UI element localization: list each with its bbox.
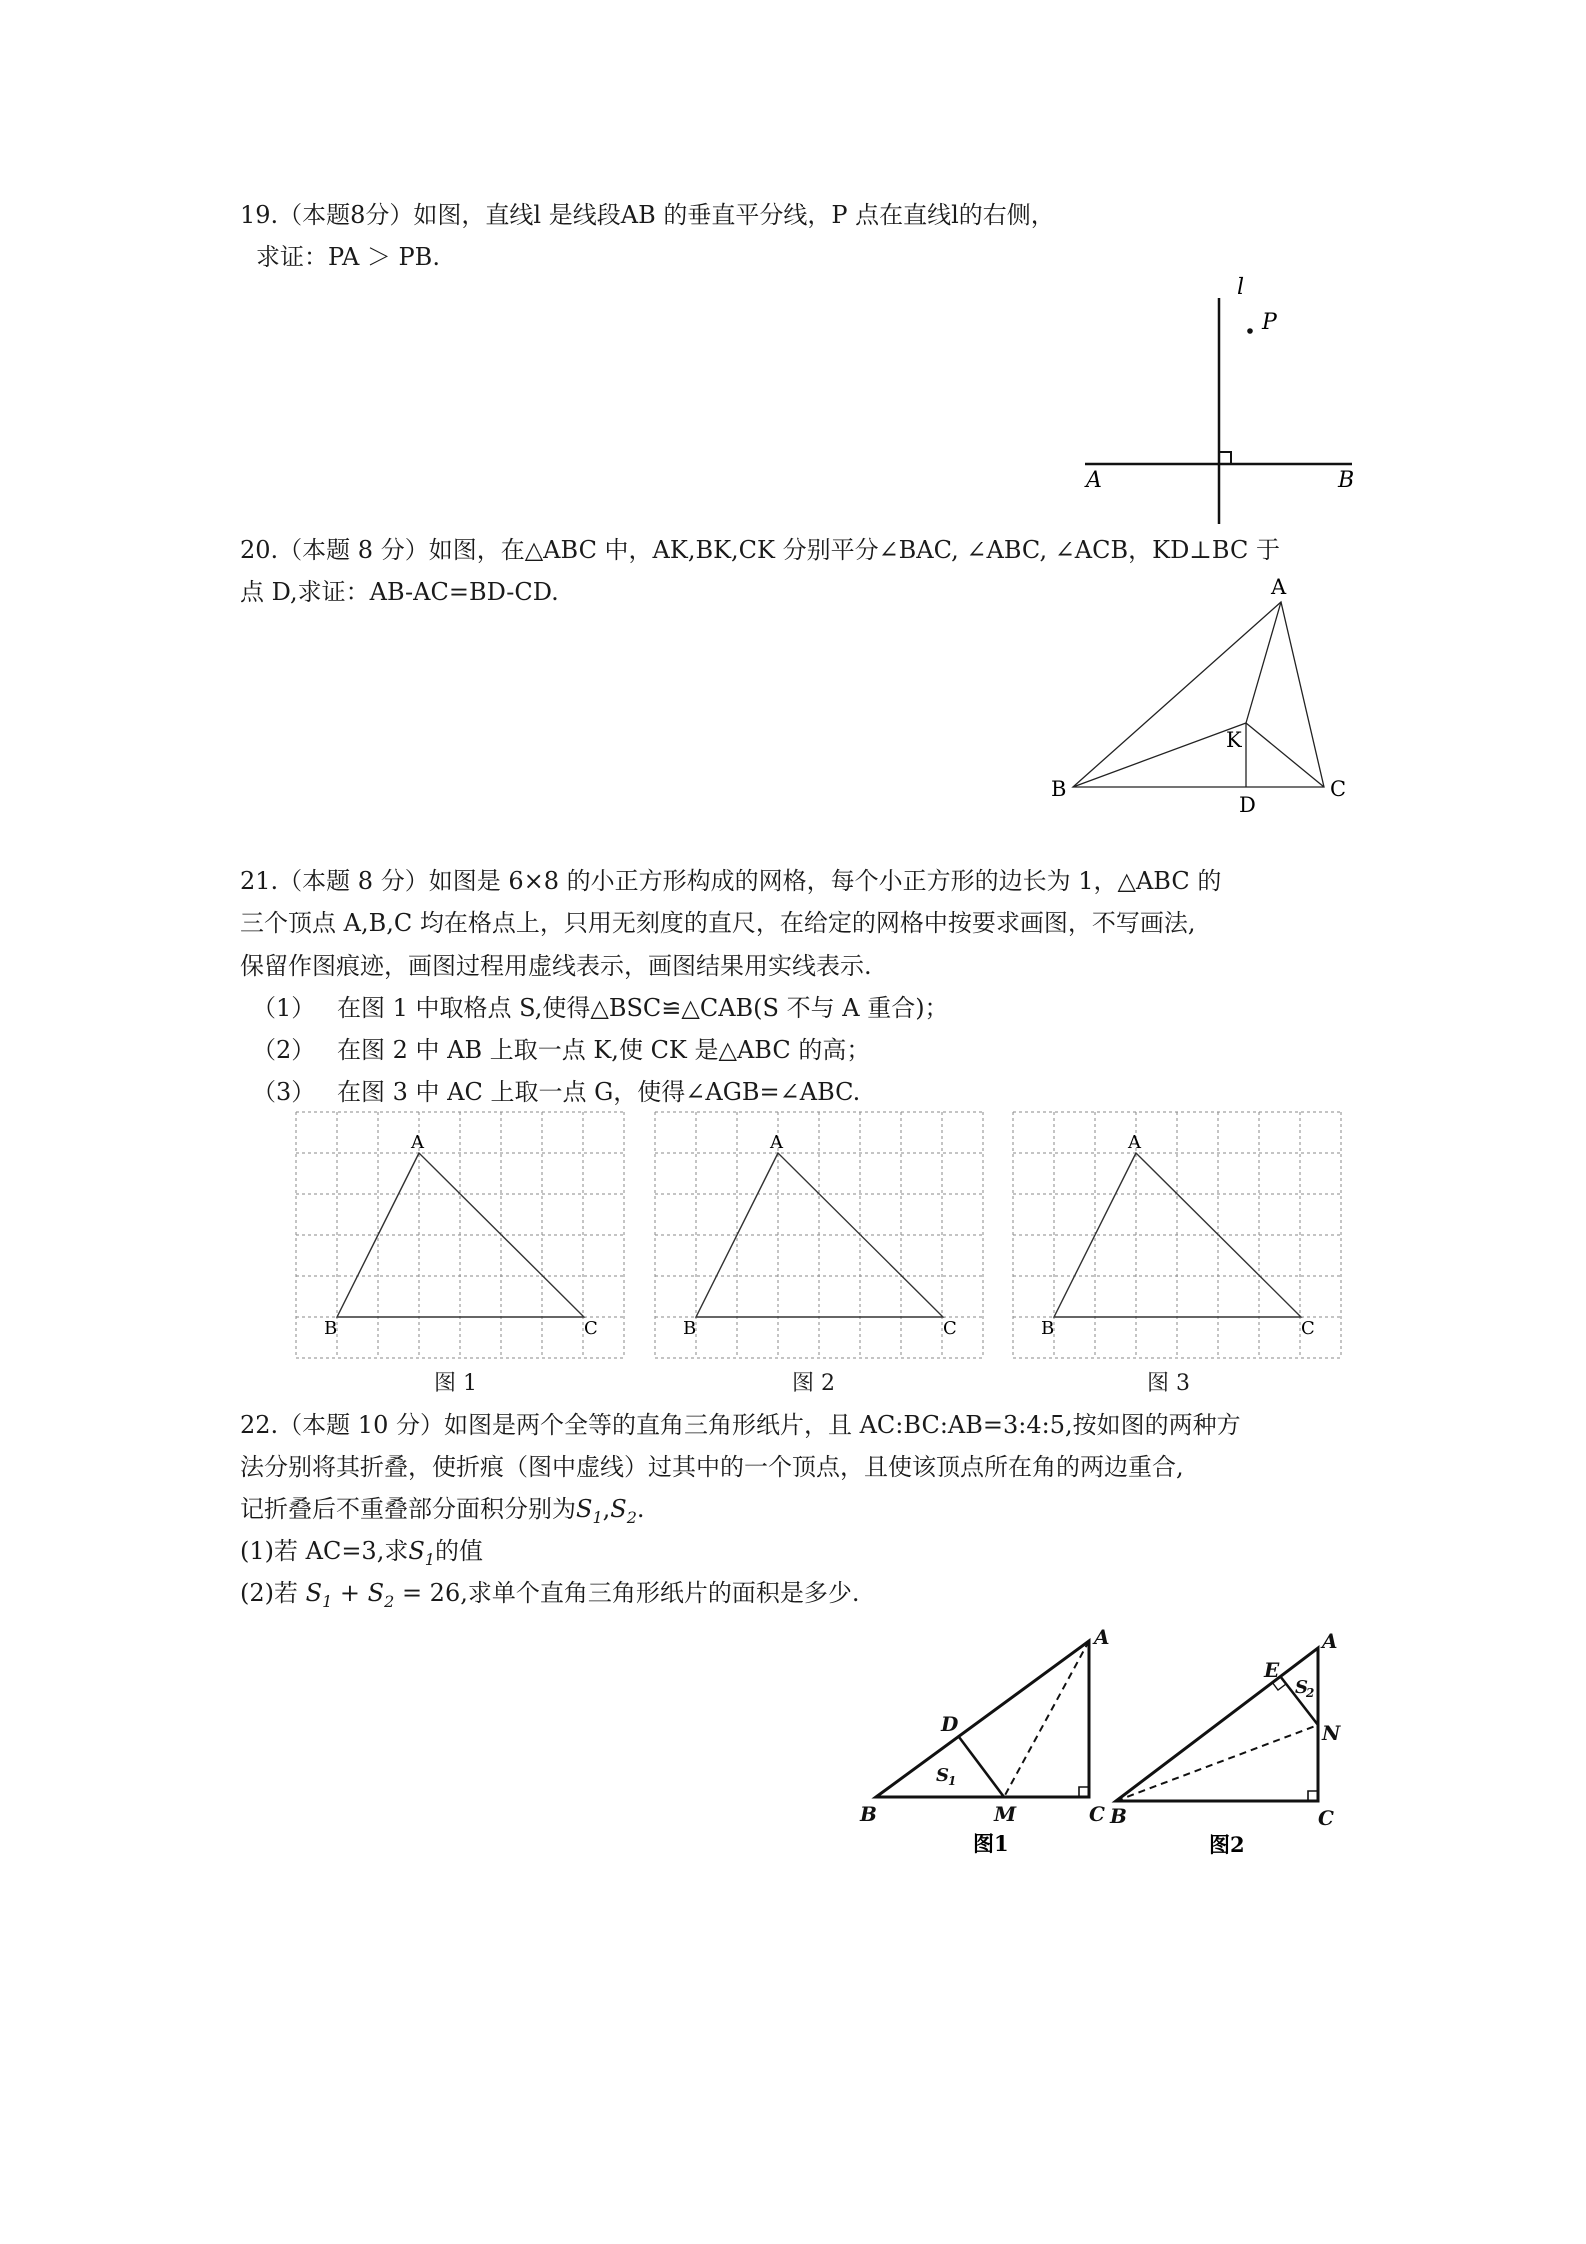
grid-label-c: C — [943, 1318, 957, 1339]
q21-line2: 三个顶点 A,B,C 均在格点上，只用无刻度的直尺，在给定的网格中按要求画图，不写画法, — [240, 909, 1196, 937]
grid-label-a: A — [411, 1132, 424, 1153]
q21-caption-2: 图 2 — [792, 1371, 835, 1396]
q21-caption-3: 图 3 — [1147, 1371, 1190, 1396]
q21-item2-num: （2） — [252, 1036, 316, 1064]
fig1-label-c: C — [1089, 1802, 1105, 1826]
q19-label-b: B — [1338, 468, 1355, 493]
q22-fig2 — [1116, 1648, 1318, 1801]
q22-sub1-text: (1)若 AC=3,求 — [240, 1537, 409, 1565]
q19-line1: 19.（本题8分）如图，直线l 是线段AB 的垂直平分线，P 点在直线l的右侧， — [240, 201, 1055, 229]
fig2-crease-bn — [1116, 1725, 1318, 1801]
q20-label-d: D — [1239, 793, 1256, 817]
q21-line1: 21.（本题 8 分）如图是 6×8 的小正方形构成的网格，每个小正方形的边长为 1，△ABC 的 — [240, 867, 1222, 895]
q20-label-c: C — [1330, 777, 1347, 801]
q19-label-l: l — [1237, 275, 1245, 300]
fig2-label-n: N — [1322, 1721, 1341, 1745]
fig1-label-a: A — [1094, 1625, 1110, 1649]
q19-label-a: A — [1086, 468, 1102, 493]
q22-line1: 22.（本题 10 分）如图是两个全等的直角三角形纸片，且 AC:BC:AB=3:4:5,按如图的两种方 — [240, 1411, 1241, 1439]
fig1-triangle — [876, 1641, 1089, 1797]
q19-line2: 求证：PA ＞ PB. — [256, 243, 440, 271]
grid-label-b: B — [324, 1318, 338, 1339]
q19-label-p: P — [1262, 310, 1277, 335]
q22-sub1-suffix: 的值 — [434, 1537, 483, 1565]
fig1-label-s: S — [936, 1765, 949, 1786]
q22-line3: 记折叠后不重叠部分面积分别为$S_1,S_2$. — [240, 1495, 645, 1527]
fig1-label-b: B — [860, 1802, 877, 1826]
q22-line3-text: 记折叠后不重叠部分面积分别为 — [240, 1495, 576, 1523]
q22-fig1 — [876, 1641, 1089, 1797]
q20-label-k: K — [1226, 728, 1242, 752]
fig2-right-angle-mark-e — [1272, 1682, 1286, 1690]
fig2-label-a: A — [1322, 1629, 1338, 1653]
q22-sub2: (2)若 $S_1 + S_2 = 26$,求单个直角三角形纸片的面积是多少. — [240, 1579, 860, 1611]
fig2-label-s: S — [1295, 1677, 1308, 1698]
q22-sub2-prefix: (2)若 — [240, 1579, 298, 1607]
q21-item2-text: 在图 2 中 AB 上取一点 K,使 CK 是△ABC 的高； — [337, 1036, 871, 1064]
grid-label-a: A — [1128, 1132, 1141, 1153]
fig1-fold-dm — [959, 1737, 1004, 1797]
q20-label-b: B — [1051, 777, 1067, 801]
q21-item3-num: （3） — [252, 1078, 316, 1106]
fig1-label-s-sub: 1 — [948, 1774, 957, 1788]
q21-item1-text: 在图 1 中取格点 S,使得△BSC≌△CAB(S 不与 A 重合)； — [337, 994, 949, 1022]
q21-caption-1: 图 1 — [434, 1371, 477, 1396]
q21-line3: 保留作图痕迹，画图过程用虚线表示，画图结果用实线表示. — [240, 952, 872, 980]
q22-sub1: (1)若 AC=3,求$S_1$的值 — [240, 1537, 483, 1569]
grid-label-c: C — [1301, 1318, 1315, 1339]
fig1-caption: 图1 — [973, 1831, 1009, 1856]
fig2-label-b: B — [1110, 1804, 1127, 1828]
q20-line2: 点 D,求证：AB-AC=BD-CD. — [240, 578, 559, 606]
fig2-label-c: C — [1318, 1806, 1334, 1830]
fig2-label-e: E — [1264, 1658, 1280, 1682]
fig2-triangle — [1116, 1648, 1318, 1801]
q21-item1-num: （1） — [252, 994, 316, 1022]
fig2-label-s-sub: 2 — [1306, 1686, 1315, 1700]
q22-sub2-eq: = 26 — [401, 1579, 461, 1607]
q22-line2: 法分别将其折叠，使折痕（图中虚线）过其中的一个顶点，且使该顶点所在角的两边重合, — [240, 1453, 1184, 1481]
grid-label-b: B — [1041, 1318, 1055, 1339]
fig2-caption: 图2 — [1209, 1832, 1245, 1857]
grid-label-a: A — [770, 1132, 783, 1153]
q22-sub2-suffix: ,求单个直角三角形纸片的面积是多少. — [460, 1579, 860, 1607]
q20-label-a: A — [1271, 575, 1287, 599]
fig1-crease-am — [1004, 1641, 1089, 1797]
q21-item3-text: 在图 3 中 AC 上取一点 G，使得∠AGB=∠ABC. — [337, 1078, 861, 1106]
grid-label-b: B — [683, 1318, 697, 1339]
q20-line1: 20.（本题 8 分）如图，在△ABC 中，AK,BK,CK 分别平分∠BAC, ∠ABC, ∠ACB，KD⊥BC 于 — [240, 536, 1280, 564]
fig1-label-d: D — [941, 1712, 959, 1736]
grid-label-c: C — [584, 1318, 598, 1339]
fig1-label-m: M — [994, 1802, 1017, 1826]
